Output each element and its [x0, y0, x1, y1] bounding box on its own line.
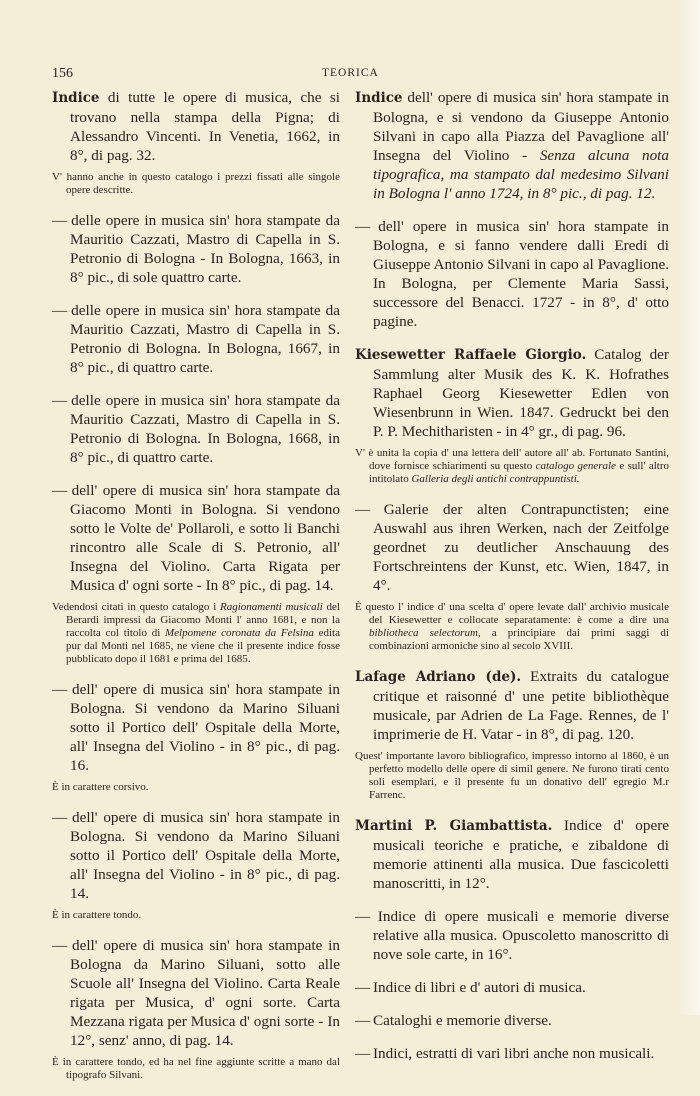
- entry-heading: Kiesewetter Raffaele Giorgio.: [355, 347, 587, 363]
- catalog-entry: [355, 907, 669, 964]
- entry-text: dell' opere di musica sin' hora stampate in Bologna. Si vendono da Marino Siluani sotto il Portico dell' Ospitale della Morte, all' Insegna del Violino - in 8° pic., di pag. 16.: [66, 681, 340, 774]
- entry-note: [52, 171, 340, 197]
- entry-heading: Lafage Adriano (de).: [355, 669, 522, 685]
- note-text: del Berardi impressi da Giacomo Monti l' anno 1681, e non la raccolta col titolo di: [66, 601, 340, 639]
- catalog-entry: [355, 1044, 669, 1063]
- note-text: È in carattere tondo.: [52, 909, 142, 921]
- entry-text: Indice di libri e d' autori di musica.: [369, 979, 586, 996]
- entry-text: dell' opere di musica sin' hora stampate in Bologna, e si vendono da Giuseppe Antonio Silvani in capo alla Piazza del Pavaglione all' Insegna del Violino -: [373, 89, 669, 164]
- ditto-dash: —: [355, 1012, 370, 1029]
- catalog-entry: [52, 481, 340, 595]
- catalog-entry: [355, 667, 669, 744]
- note-text: V' è unita la copia d' una lettera dell' autore all' ab. Fortunato Santini, dove fornisce schiarimenti su questo: [355, 447, 669, 472]
- entry-note: [355, 447, 669, 486]
- entry-text: Indice di opere musicali e memorie diverse relative alla musica. Opuscoletto manoscritto di nove sole carte, in 16°.: [369, 908, 669, 963]
- note-text: e sull' altro intitolato: [369, 460, 669, 485]
- ditto-dash: —: [355, 1045, 370, 1062]
- catalog-entry: [52, 211, 340, 287]
- entry-text: Indici, estratti di vari libri anche non musicali.: [369, 1045, 655, 1062]
- running-head: TEORICA: [322, 67, 379, 79]
- left-column: [52, 88, 340, 1096]
- catalog-entry: [52, 391, 340, 467]
- entry-text: Extraits du catalogue critique et raisonné d' une petite bibliothèque musicale, par Adrien de La Fage. Rennes, de l' imprimerie de H. Vatar - in 8°, di pag. 120.: [373, 668, 669, 743]
- note-text: Melpomene coronata da Felsina: [165, 627, 314, 639]
- note-text: Vedendosi citati in questo catalogo i: [52, 601, 221, 613]
- ditto-dash: —: [52, 681, 67, 698]
- catalog-entry: [52, 808, 340, 903]
- entry-heading: Indice: [355, 90, 403, 106]
- entry-text: dell' opere in musica sin' hora stampate in Bologna, e si fanno vendere dalli Eredi di Giuseppe Antonio Silvani in capo al Pavaglione. In Bologna, per Clemente Maria Sassi, successore del Benacci. 1727 - in 8°, d' otto pagine.: [369, 218, 669, 330]
- catalog-entry: [355, 978, 669, 997]
- entry-text: delle opere in musica sin' hora stampate da Mauritio Cazzati, Mastro di Capella in S. Petronio di Bologna - In Bologna, 1663, in 8° pic., di sole quattro carte.: [66, 212, 340, 286]
- entry-text: dell' opere di musica sin' hora stampate in Bologna da Marino Siluani, sotto alle Scuole all' Insegna del Violino. Carta Reale rigata per Musica, d' ogni sorte. Carta Mezzana rigata per Musica d' ogni sorte - In 12°, senz' anno, di pag. 14.: [66, 937, 340, 1049]
- entry-text: Indice d' opere musicali teoriche e pratiche, e zibaldone di memorie attinenti alla musica. Due fascicoletti manoscritti, in 12°.: [373, 817, 669, 892]
- note-text: edita pur dal Monti nel 1685, ne viene che il presente indice fosse pubblicato dopo il 1681 e prima del 1685.: [66, 627, 340, 665]
- catalog-entry: [355, 816, 669, 893]
- catalog-entry: [52, 301, 340, 377]
- ditto-dash: —: [355, 908, 370, 925]
- entry-heading: Martini P. Giambattista.: [355, 818, 553, 834]
- right-column: [355, 88, 669, 1077]
- note-text: V' hanno anche in questo catalogo i prezzi fissati alle singole opere descritte.: [52, 171, 340, 196]
- note-text: È in carattere tondo, ed ha nel fine aggiunte scritte a mano dal tipografo Silvani.: [52, 1056, 340, 1081]
- entry-note: [52, 601, 340, 666]
- entry-note: [355, 750, 669, 802]
- ditto-dash: —: [355, 501, 370, 518]
- entry-text: delle opere in musica sin' hora stampate da Mauritio Cazzati, Mastro di Capella in S. Petronio di Bologna. In Bologna, 1668, in 8° pic., di quattro carte.: [66, 392, 340, 466]
- entry-note: [52, 909, 340, 922]
- entry-text: Catalog der Sammlung alter Musik des K. K. Hofrathes Raphael Georg Kiesewetter Edlen von Wiesenbrunn in Wien. 1847. Gedruckt bei den P. P. Mechitharisten - in 4° gr., di pag. 96.: [373, 346, 669, 440]
- catalog-entry: [355, 88, 669, 203]
- note-text: , a principiare dai primi saggi di combinazioni armoniche sino al secolo XVIII.: [369, 627, 669, 652]
- entry-text: Cataloghi e memorie diverse.: [369, 1012, 552, 1029]
- ditto-dash: —: [52, 212, 67, 229]
- note-text: Quest' importante lavoro bibliografico, impresso intorno al 1860, è un perfetto modello delle opere di simil genere. Ne furono tirati cento soli esemplari, e il presente fu un donativo dell' egregio M.r Farrenc.: [355, 750, 669, 801]
- ditto-dash: —: [52, 937, 67, 954]
- catalog-entry: [52, 936, 340, 1050]
- ditto-dash: —: [52, 302, 67, 319]
- catalog-entry: [355, 1011, 669, 1030]
- page-edge: [678, 0, 700, 1015]
- entry-note: [52, 781, 340, 794]
- note-text: È in carattere corsivo.: [52, 781, 149, 793]
- entry-text: Senza alcuna nota tipografica, ma stampato dal medesimo Silvani in Bologna l' anno 1724, in 8° pic., di pag. 12.: [373, 147, 669, 202]
- note-text: catalogo generale: [535, 460, 616, 472]
- entry-text: di tutte le opere di musica, che si trovano nella stampa della Pigna; di Alessandro Vincenti. In Venetia, 1662, in 8°, di pag. 32.: [70, 89, 340, 164]
- page-number: 156: [52, 66, 73, 81]
- ditto-dash: —: [355, 218, 370, 235]
- entry-text: delle opere in musica sin' hora stampate da Mauritio Cazzati, Mastro di Capella in S. Petronio di Bologna. In Bologna, 1667, in 8° pic., di quattro carte.: [66, 302, 340, 376]
- ditto-dash: —: [52, 392, 67, 409]
- catalog-entry: [52, 88, 340, 165]
- catalog-entry: [355, 217, 669, 331]
- entry-text: dell' opere di musica sin' hora stampate in Bologna. Si vendono da Marino Siluani sotto il Portico dell' Ospitale della Morte, all' Insegna del Violino - in 8° pic., di pag. 14.: [66, 809, 340, 902]
- note-text: Ragionamenti musicali: [220, 601, 323, 613]
- note-text: Galleria degli antichi contrappuntisti.: [411, 473, 580, 485]
- catalog-entry: [52, 680, 340, 775]
- catalog-entry: [355, 345, 669, 441]
- entry-heading: Indice: [52, 90, 100, 106]
- catalog-entry: [355, 500, 669, 595]
- note-text: bibliotheca selectorum: [369, 627, 478, 639]
- ditto-dash: —: [355, 979, 370, 996]
- entry-note: [355, 601, 669, 653]
- entry-text: dell' opere di musica sin' hora stampate da Giacomo Monti in Bologna. Si vendono sotto le Volte de' Pollaroli, e sotto li Banchi rincontro alle Scale di S. Petronio, all' Insegna del Violino. Carta Rigata per Musica d' ogni sorte - In 8° pic., di pag. 14.: [66, 482, 340, 594]
- note-text: È questo l' indice d' una scelta d' opere levate dall' archivio musicale del Kiesewetter e collocate separatamente: è come a dire una: [355, 601, 669, 626]
- entry-note: [52, 1056, 340, 1082]
- ditto-dash: —: [52, 482, 67, 499]
- ditto-dash: —: [52, 809, 67, 826]
- entry-text: Galerie der alten Contrapunctisten; eine Auswahl aus ihren Werken, nach der Zeitfolge geordnet zu deutlicher Anschauung des Fortschreintens der Kunst, etc. Wien, 1847, in 4°.: [369, 501, 669, 594]
